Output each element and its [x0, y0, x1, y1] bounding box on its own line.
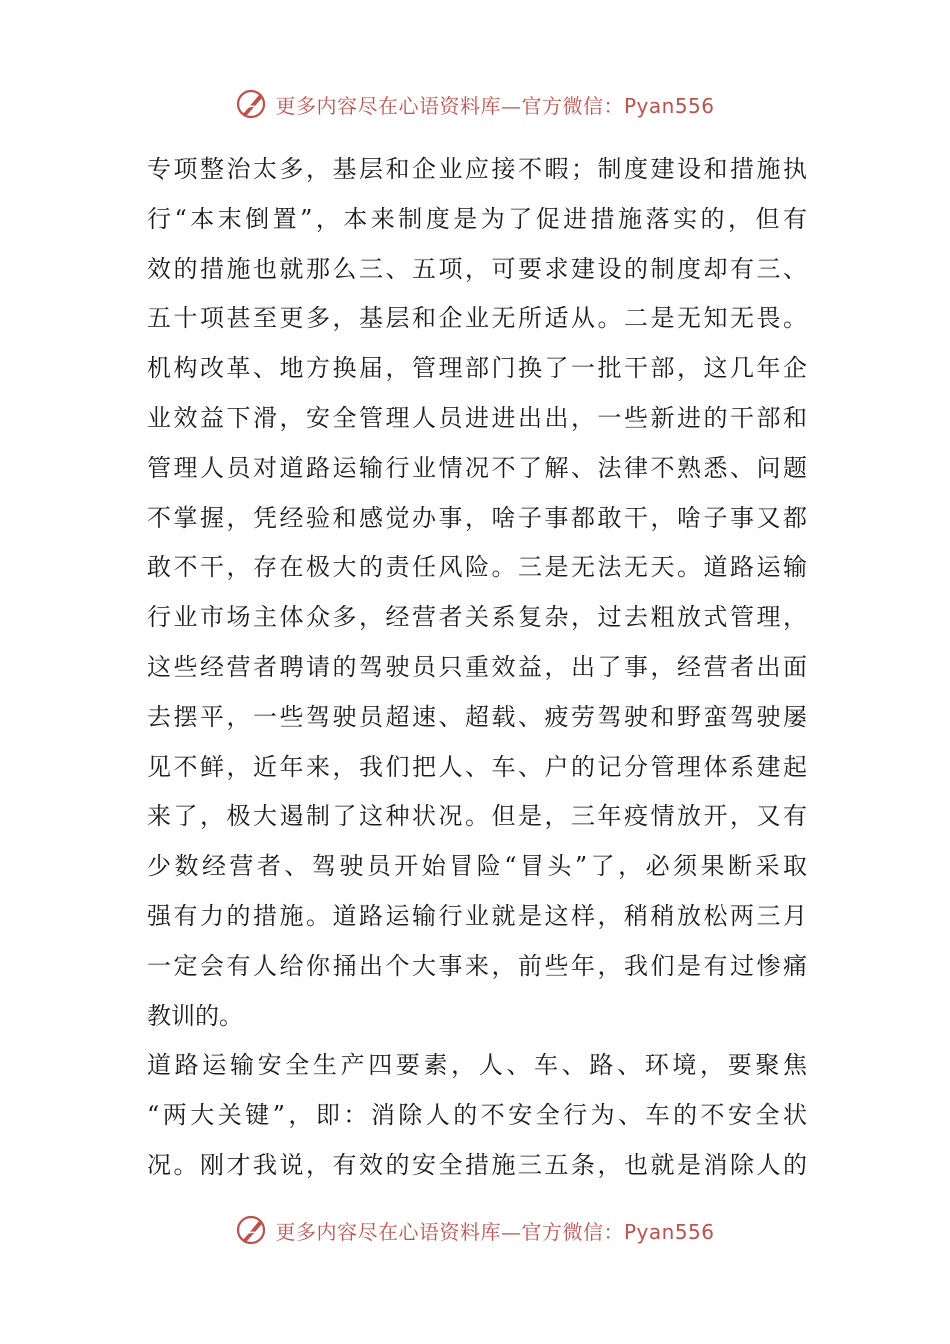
- text-line: 管理人员对道路运输行业情况不了解、法律不熟悉、问题: [147, 453, 807, 482]
- text-line: 少数经营者、驾驶员开始冒险“冒头”了，必须果断采取: [147, 852, 807, 881]
- watermark-text: 更多内容尽在心语资料库—官方微信：Pyan556: [275, 1219, 715, 1244]
- text-line: 强有力的措施。道路运输行业就是这样，稍稍放松两三月: [147, 901, 807, 930]
- text-line: 这些经营者聘请的驾驶员只重效益，出了事，经营者出面: [147, 652, 807, 681]
- header-watermark: [0, 84, 950, 124]
- text-line: 专项整治太多，基层和企业应接不暇；制度建设和措施执: [147, 155, 807, 183]
- text-line: 教训的。: [147, 1001, 243, 1030]
- wechat-id: Pyan556: [623, 1219, 715, 1244]
- text-line: 见不鲜，近年来，我们把人、车、户的记分管理体系建起: [147, 752, 807, 781]
- wechat-id: Pyan556: [623, 93, 715, 118]
- text-line: 道路运输安全生产四要素，人、车、路、环境，要聚焦: [147, 1051, 807, 1080]
- footer-watermark: [0, 1210, 950, 1250]
- text-line: 不掌握，凭经验和感觉办事，啥子事都敢干，啥子事又都: [147, 503, 807, 532]
- text-line: 行“本末倒置”，本来制度是为了促进措施落实的，但有: [147, 204, 807, 233]
- text-line: 敢不干，存在极大的责任风险。三是无法无天。道路运输: [147, 553, 807, 582]
- text-line: 业效益下滑，安全管理人员进进出出，一些新进的干部和: [147, 403, 807, 432]
- document-body: [147, 145, 807, 1191]
- pen-circle-logo-icon: [235, 1213, 269, 1247]
- text-line: 机构改革、地方换届，管理部门换了一批干部，这几年企: [147, 354, 807, 383]
- text-line: 行业市场主体众多，经营者关系复杂，过去粗放式管理，: [147, 603, 807, 632]
- text-line: 效的措施也就那么三、五项，可要求建设的制度却有三、: [147, 254, 807, 283]
- text-line: 一定会有人给你捅出个大事来，前些年，我们是有过惨痛: [147, 951, 807, 980]
- text-line: 五十项甚至更多，基层和企业无所适从。二是无知无畏。: [147, 304, 807, 333]
- text-line: 况。刚才我说，有效的安全措施三五条，也就是消除人的: [147, 1150, 807, 1179]
- pen-circle-logo-icon: [235, 87, 269, 121]
- text-line: “两大关键”，即：消除人的不安全行为、车的不安全状: [147, 1101, 807, 1130]
- watermark-text: 更多内容尽在心语资料库—官方微信：Pyan556: [275, 93, 715, 118]
- text-line: 去摆平，一些驾驶员超速、超载、疲劳驾驶和野蛮驾驶屡: [147, 702, 807, 731]
- text-line: 来了，极大遏制了这种状况。但是，三年疫情放开，又有: [147, 802, 807, 831]
